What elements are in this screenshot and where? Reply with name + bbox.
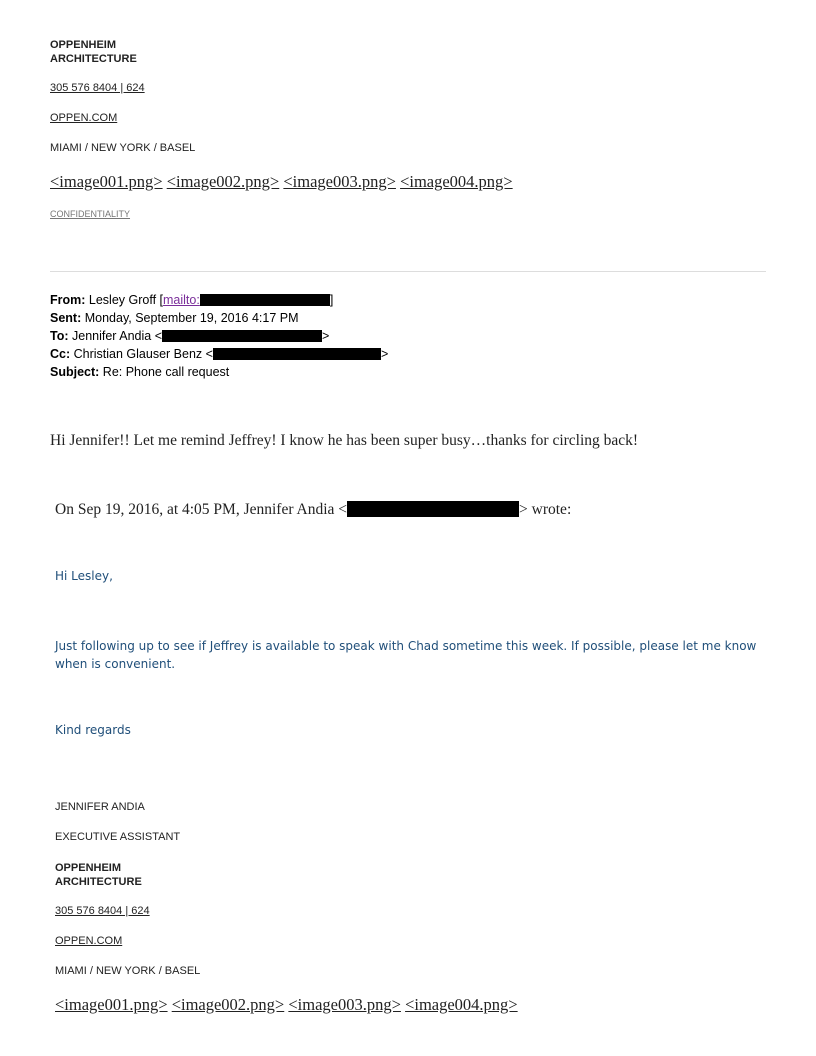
mailto-link[interactable]: mailto:	[163, 293, 200, 307]
quoted-paragraph	[55, 637, 756, 673]
cc-close: >	[380, 347, 389, 361]
sender-name: JENNIFER ANDIA	[55, 801, 145, 813]
from-line	[50, 291, 388, 309]
redaction-bar	[347, 501, 519, 517]
quoted-greeting: Hi Lesley,	[55, 569, 113, 583]
confidentiality-link[interactable]: CONFIDENTIALITY	[50, 209, 131, 219]
company-line1: OPPENHEIM	[50, 39, 117, 51]
redaction-bar	[200, 294, 330, 306]
from-name: Lesley Groff [	[88, 293, 164, 307]
cc-label: Cc:	[50, 347, 71, 361]
company-name-bottom	[55, 861, 142, 889]
website-link-bottom[interactable]: OPPEN.COM	[55, 935, 123, 947]
sent-label: Sent:	[50, 311, 82, 325]
website-link-top[interactable]: OPPEN.COM	[50, 112, 118, 124]
image-link[interactable]: <image002.png>	[171, 995, 285, 1014]
image-link[interactable]: <image002.png>	[166, 172, 280, 191]
image-link[interactable]: <image004.png>	[400, 172, 513, 191]
image-link[interactable]: <image004.png>	[405, 995, 518, 1014]
subject-line	[50, 363, 388, 381]
quoted-closing: Kind regards	[55, 723, 131, 737]
phone-link-top[interactable]: 305 576 8404 | 624	[50, 82, 145, 94]
image-link[interactable]: <image003.png>	[288, 995, 401, 1014]
phone-link-bottom[interactable]: 305 576 8404 | 624	[55, 905, 150, 917]
subject-value: Re: Phone call request	[102, 365, 230, 379]
sent-line	[50, 309, 388, 327]
image-attachments-top	[50, 172, 513, 192]
reply-body: Hi Jennifer!! Let me remind Jeffrey! I know he has been super busy…thanks for circling back!	[50, 432, 639, 449]
subject-label: Subject:	[50, 365, 100, 379]
email-header	[50, 291, 388, 381]
quoted-para-line1: Just following up to see if Jeffrey is available to speak with Chad sometime this week. If possible, please let me know	[55, 639, 757, 653]
from-label: From:	[50, 293, 86, 307]
locations-bottom: MIAMI / NEW YORK / BASEL	[55, 965, 201, 977]
quote-header	[55, 501, 571, 519]
company-line2: ARCHITECTURE	[50, 53, 137, 65]
to-value: Jennifer Andia <	[72, 329, 162, 343]
image-link[interactable]: <image003.png>	[283, 172, 396, 191]
quote-prefix: On Sep 19, 2016, at 4:05 PM, Jennifer Andia <	[55, 501, 348, 518]
from-close: ]	[329, 293, 334, 307]
locations-top: MIAMI / NEW YORK / BASEL	[50, 142, 196, 154]
to-line	[50, 327, 388, 345]
cc-value: Christian Glauser Benz <	[73, 347, 213, 361]
image-link[interactable]: <image001.png>	[55, 995, 168, 1014]
company-line2: ARCHITECTURE	[55, 876, 142, 888]
company-name-top	[50, 38, 137, 66]
quoted-para-line2: when is convenient.	[55, 657, 176, 671]
cc-line	[50, 345, 388, 363]
quote-suffix: > wrote:	[519, 501, 572, 518]
company-line1: OPPENHEIM	[55, 862, 122, 874]
to-label: To:	[50, 329, 69, 343]
image-attachments-bottom	[55, 995, 518, 1015]
sender-title: EXECUTIVE ASSISTANT	[55, 831, 181, 843]
redaction-bar	[213, 348, 381, 360]
header-divider	[50, 271, 766, 272]
to-close: >	[322, 329, 330, 343]
sent-value: Monday, September 19, 2016 4:17 PM	[84, 311, 299, 325]
image-link[interactable]: <image001.png>	[50, 172, 163, 191]
redaction-bar	[162, 330, 322, 342]
